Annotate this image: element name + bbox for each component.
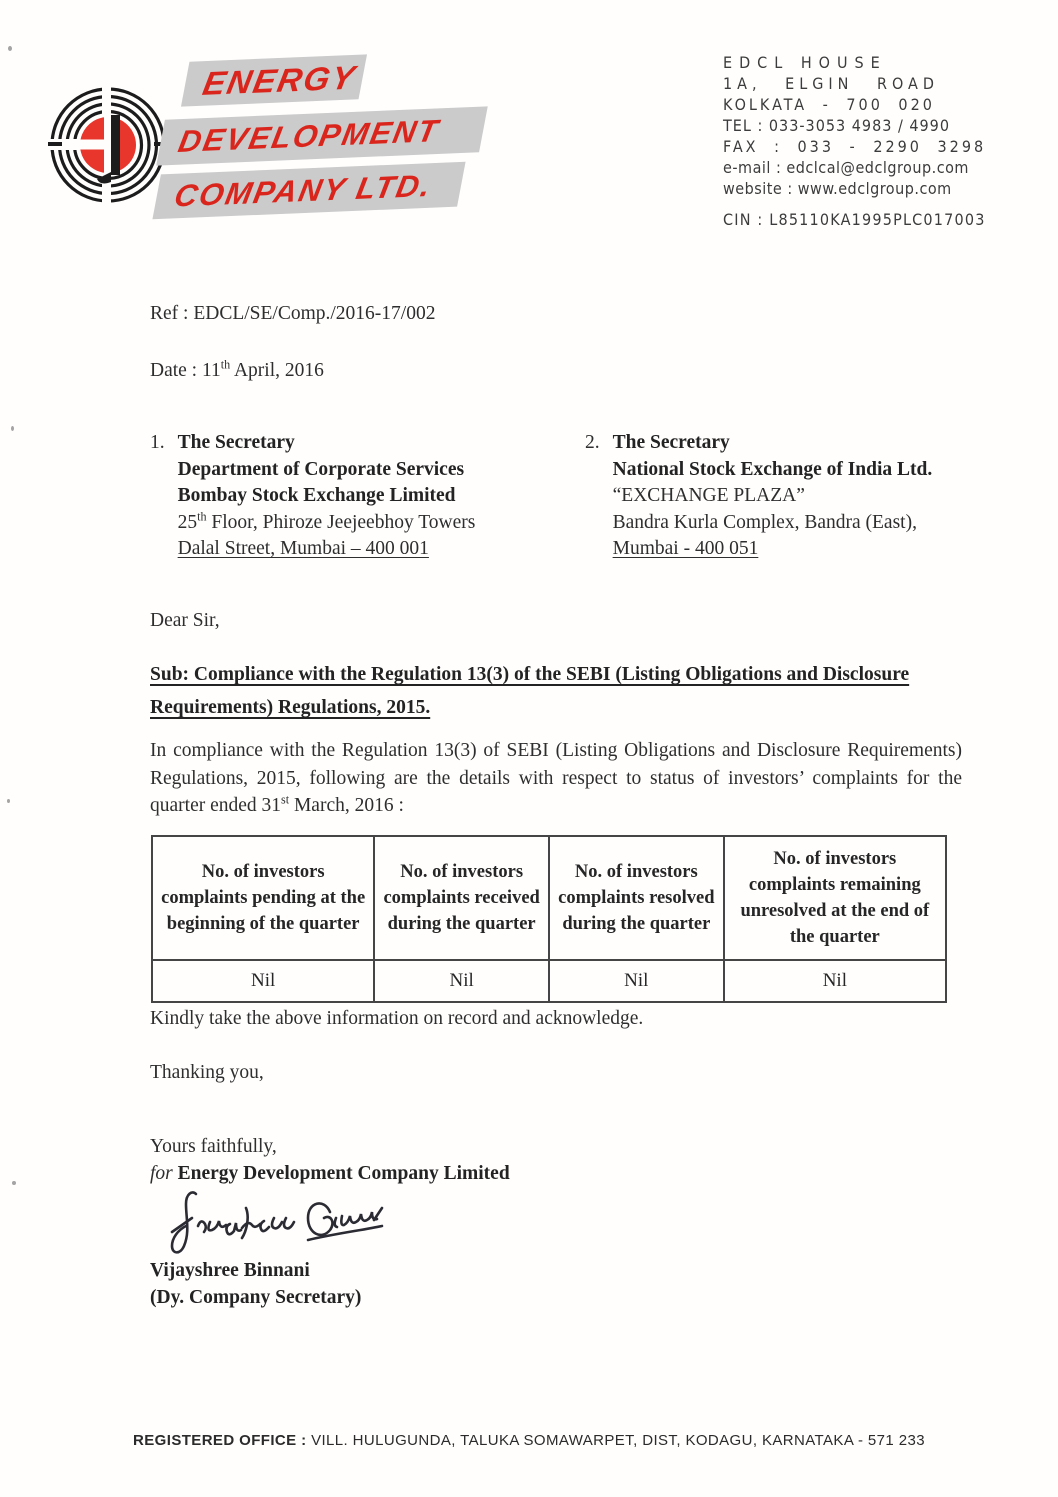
- address-line: KOLKATA - 700 020: [723, 95, 935, 114]
- value-unresolved: Nil: [724, 960, 946, 1002]
- floor-number: 25: [177, 511, 198, 533]
- address-line: 1A, ELGIN ROAD: [723, 74, 939, 93]
- subject-line: [150, 658, 955, 724]
- table-data-row: [152, 960, 946, 1002]
- letterhead-address: [723, 52, 1023, 230]
- header-received: No. of investors complaints received during the quarter: [374, 836, 549, 960]
- footer-text: VILL. HULUGUNDA, TALUKA SOMAWARPET, DIST, KODAGU, KARNATAKA - 571 233: [306, 1432, 925, 1449]
- scan-artifact: [8, 46, 12, 51]
- recipient-line: “EXCHANGE PLAZA”: [612, 485, 805, 506]
- recipient-nse: [585, 430, 932, 563]
- logo-banner-energy: [181, 54, 367, 106]
- recipient-city-line: Dalal Street, Mumbai – 400 001: [177, 538, 429, 559]
- header-unresolved: No. of investors complaints remaining unresolved at the end of the quarter: [724, 836, 946, 960]
- recipient-line: The Secretary: [177, 432, 295, 453]
- logo-text-company-ltd: COMPANY LTD.: [171, 167, 436, 214]
- valediction: Yours faithfully,: [150, 1136, 277, 1157]
- floor-suffix: Floor, Phiroze Jeejeebhoy Towers: [206, 511, 476, 533]
- recipient-line: Bandra Kurla Complex, Bandra (East),: [612, 511, 917, 533]
- header-resolved: No. of investors complaints resolved during the quarter: [549, 836, 724, 960]
- website-line: website : www.edclgroup.com: [723, 179, 952, 198]
- fax-line: FAX : 033 - 2290 3298: [723, 137, 987, 156]
- registered-office-footer: [0, 1432, 1058, 1449]
- scan-artifact: [7, 799, 10, 803]
- value-resolved: Nil: [549, 960, 724, 1002]
- address-line: EDCL HOUSE: [723, 53, 887, 72]
- date-prefix: Date : 11: [150, 360, 221, 381]
- body-paragraph: [150, 737, 962, 820]
- body-text: March, 2016 :: [289, 795, 404, 816]
- date-ordinal: th: [220, 357, 231, 372]
- recipient-line: National Stock Exchange of India Ltd.: [612, 458, 933, 480]
- edcl-logo-emblem: [48, 84, 168, 206]
- date-suffix: April, 2016: [230, 360, 324, 381]
- recipient-line: The Secretary: [612, 432, 730, 453]
- cin-line: CIN : L85110KA1995PLC017003: [723, 210, 986, 229]
- company-name: Energy Development Company Limited: [172, 1163, 510, 1184]
- logo-text-development: DEVELOPMENT: [175, 113, 443, 159]
- signatory-title: (Dy. Company Secretary): [150, 1287, 362, 1308]
- signature: [158, 1188, 438, 1266]
- recipient-line: Department of Corporate Services: [177, 458, 465, 480]
- recipient-number: 1.: [150, 432, 165, 453]
- recipient-number: 2.: [585, 432, 600, 453]
- recipient-bse: [150, 430, 475, 563]
- recipient-line: Bombay Stock Exchange Limited: [177, 485, 456, 506]
- for-word: for: [150, 1163, 173, 1184]
- recipient-city-line: Mumbai - 400 051: [612, 538, 759, 559]
- signatory-name: Vijayshree Binnani: [150, 1260, 310, 1281]
- for-company-line: [150, 1163, 510, 1185]
- scan-artifact: [11, 426, 14, 431]
- value-received: Nil: [374, 960, 549, 1002]
- footer-label: REGISTERED OFFICE :: [133, 1432, 307, 1449]
- salutation: Dear Sir,: [150, 610, 220, 631]
- table-header-row: [152, 836, 946, 960]
- closing-request: Kindly take the above information on record and acknowledge.: [150, 1008, 644, 1029]
- date-line: [150, 357, 324, 382]
- ref-line: Ref : EDCL/SE/Comp./2016-17/002: [150, 303, 436, 324]
- date-ordinal: st: [281, 792, 290, 807]
- logo-text-energy: ENERGY: [199, 58, 360, 102]
- subject-text: Sub: Compliance with the Regulation 13(3) of the SEBI (Listing Obligations and Disclosure Requirements) Regulations, 2015.: [150, 664, 910, 718]
- email-line: e-mail : edclcal@edclgroup.com: [723, 158, 969, 177]
- value-pending: Nil: [152, 960, 374, 1002]
- thanking-line: Thanking you,: [150, 1062, 264, 1083]
- phone-line: TEL : 033-3053 4983 / 4990: [723, 116, 950, 135]
- body-text: In compliance with the Regulation 13(3) of SEBI (Listing Obligations and Disclosure Requirements) Regulations, 2015, following are the details with respect to status of investors’ complaints for the quarter ended 31: [150, 740, 962, 816]
- complaints-table: [151, 835, 947, 1003]
- floor-ordinal: th: [197, 509, 207, 523]
- header-pending: No. of investors complaints pending at the beginning of the quarter: [152, 836, 374, 960]
- recipient-line: [178, 510, 476, 537]
- logo-banner-development: [156, 106, 487, 165]
- logo-banner-company-ltd: [152, 162, 465, 220]
- scan-artifact: [12, 1181, 16, 1185]
